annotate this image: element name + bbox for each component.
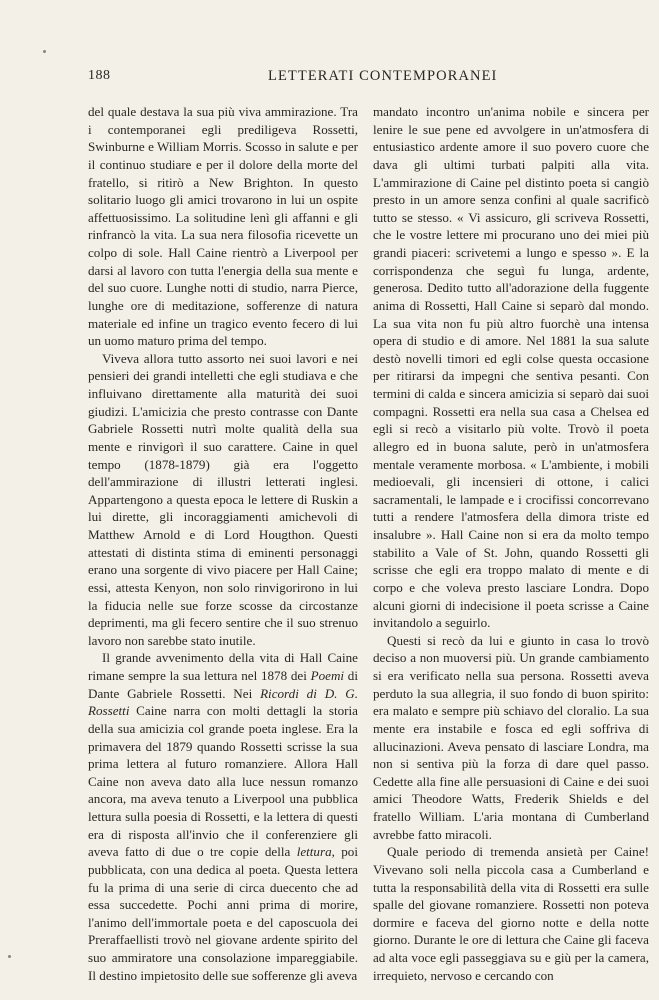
italic-title: Poemi bbox=[310, 668, 345, 683]
paper-speck bbox=[8, 955, 11, 958]
italic-word: lettura bbox=[296, 844, 332, 860]
paragraph-text: di Dante Gabriele Rossetti. Nei bbox=[88, 668, 358, 701]
left-column bbox=[88, 103, 358, 984]
paragraph bbox=[88, 649, 358, 984]
paragraph: Questi si recò da lui e giunto in casa lo trovò deciso a non muoversi più. Un grande cambiamento si era verificato nella sua persona. Rossetti aveva perduto la sua allegria, il suo fondo di buon spirito: era malato e sempre più schiavo del cloralio. La sua mente era instabile e fosca ed egli soffriva di allucinazioni. Aveva pensato di lasciare Londra, ma non si sentiva più la forza di dare quel passo. Cedette alla fine alle persuasioni di Caine e dei suoi amici Theodore Watts, Frederik Shields e del fratello William. L'aria montana di Cumberland avrebbe fatto miracoli. bbox=[373, 632, 649, 842]
paragraph: Quale periodo di tremenda ansietà per Caine! Vivevano soli nella piccola casa a Cumberland e tutta la responsabilità della vita di Rossetti era sulle spalle del giovane romanziere. Rossetti non poteva dormire e faceva del giorno notte e della notte giorno. Durante le ore di lettura che Caine gli faceva ad alta voce egli passeggiava su e giù per la camera, irrequieto, nervoso e cercando con bbox=[373, 844, 649, 983]
running-title: LETTERATI CONTEMPORANEI bbox=[268, 68, 498, 84]
italic-title: Ricordi di D. G. Rossetti bbox=[88, 685, 358, 719]
page-header bbox=[88, 68, 583, 90]
paper-speck bbox=[43, 50, 46, 53]
page-number: 188 bbox=[88, 68, 111, 83]
right-column bbox=[373, 103, 649, 984]
paragraph: mandato incontro un'anima nobile e sincera per lenire le sue pene ed avvolgere in un'atmosfera di entusiastico ardente amore il suo povero cuore che dava gli ultimi turbati palpiti alla vita. L'ammirazione di Caine pel distinto poeta si cangiò presto in un amore senza confini al quale sacrificò tutto se stesso. « Vi assicuro, gli scriveva Rossetti, che le vostre lettere mi procurano uno dei miei più grandi piaceri: scrivetemi a lungo e spesso ». E la corrispondenza che seguì fu lunga, ardente, generosa. Dedito tutto all'adorazione della fuggente anima di Rossetti, Hall Caine si separò dal mondo. La sua vita non fu più altro fuorchè una intensa opera di studio e di amore. Nel 1881 la sua salute destò novelli timori ed egli colse questa occasione per ritirarsi da impegni che sentiva pesanti. Con termini di calda e sincera amicizia si separò dai suoi compagni. Rossetti era nella sua casa a Chelsea ed egli si recò a visitarlo più volte. Trovò il poeta allegro ed in buona salute, però in un'atmosfera mentale veramente morbosa. « L'ambiente, i mobili medioevali, gli incensieri di ottone, i calici sacramentali, le lampade e i crocifissi concorrevano tutti a rendere l'atmosfera della dimora triste ed insalubre ». Hall Caine non si era da molto tempo stabilito a Vale of St. John, quando Rossetti gli scrisse che egli era troppo malato di mente e di corpo e che voleva presto lasciare Londra. Dopo alcuni giorni di indecisione il poeta scrisse a Caine invitandolo a seguirlo. bbox=[373, 104, 649, 631]
paragraph-text: , poi pubblicata, con una dedica al poeta. Questa lettera fu la prima di una serie di circa duecento che ad essa succedette. Pochi anni prima di morire, l'animo dell'immortale poeta e del caposcuola dei Preraffaellisti trovò nel giovane ardente spirito del suo ammiratore una consolazione impareggiabile. Il destino impietosito delle sue sofferenze gli aveva bbox=[88, 844, 358, 983]
paragraph: Viveva allora tutto assorto nei suoi lavori e nei pensieri dei grandi intelletti che egli studiava e che influivano direttamente alla maturità dei suoi giudizi. L'amicizia che presto contrasse con Dante Gabriele Rossetti nutrì molte qualità della sua mente e rinvigorì il suo carattere. Caine in quel tempo (1878-1879) già era l'oggetto dell'ammirazione di illustri letterati inglesi. Appartengono a questa epoca le lettere di Ruskin a lui dirette, gli incoraggiamenti amichevoli di Matthew Arnold e di Lord Hougthon. Questi attestati di distinta stima di eminenti personaggi erano una sorgente di vivo piacere per Hall Caine; essi, attesta Kenyon, non solo rinvigorirono in lui la fiducia nelle sue forze scosse da circostanze deprimenti, ma gli fecero sentire che il suo strenuo lavoro non sarebbe stato inutile. bbox=[88, 350, 358, 648]
paragraph: del quale destava la sua più viva ammirazione. Tra i contemporanei egli prediligeva Rossetti, Swinburne e William Morris. Scosso in salute e per il continuo studiare e per il dolore della morte del fratello, si ritirò a New Brighton. In questo solitario luogo gli amici trovarono in lui un ospite affettuosissimo. La solitudine lenì gli affanni e gli rinfrancò la vita. La sua nera filosofia ricevette un colpo di sole. Hall Caine rientrò a Liverpool per darsi al lavoro con tutta l'energia della sua mente e del suo cuore. Lunghe notti di studio, narra Pierce, lunghe ore di meditazione, sofferenze di natura materiale ed infine un tragico evento fecero di lui un uomo maturo prima del tempo. bbox=[88, 104, 358, 349]
paragraph-text: Caine narra con molti dettagli la storia della sua amicizia col grande poeta inglese. Era la primavera del 1879 quando Rossetti scrisse la sua prima lettera al futuro romanziere. Allora Hall Caine non aveva dato alla luce nessun romanzo ancora, ma aveva tenuto a Liverpool una pubblica lettura sulla poesia di Rossetti, e la lettera di questi era di risposta all'invio che il conferenziere gli aveva fatto di due o tre copie della bbox=[88, 703, 358, 860]
paragraph-text: Il grande avvenimento della vita di Hall Caine rimane sempre la sua lettura nel 1878 dei bbox=[88, 650, 358, 683]
